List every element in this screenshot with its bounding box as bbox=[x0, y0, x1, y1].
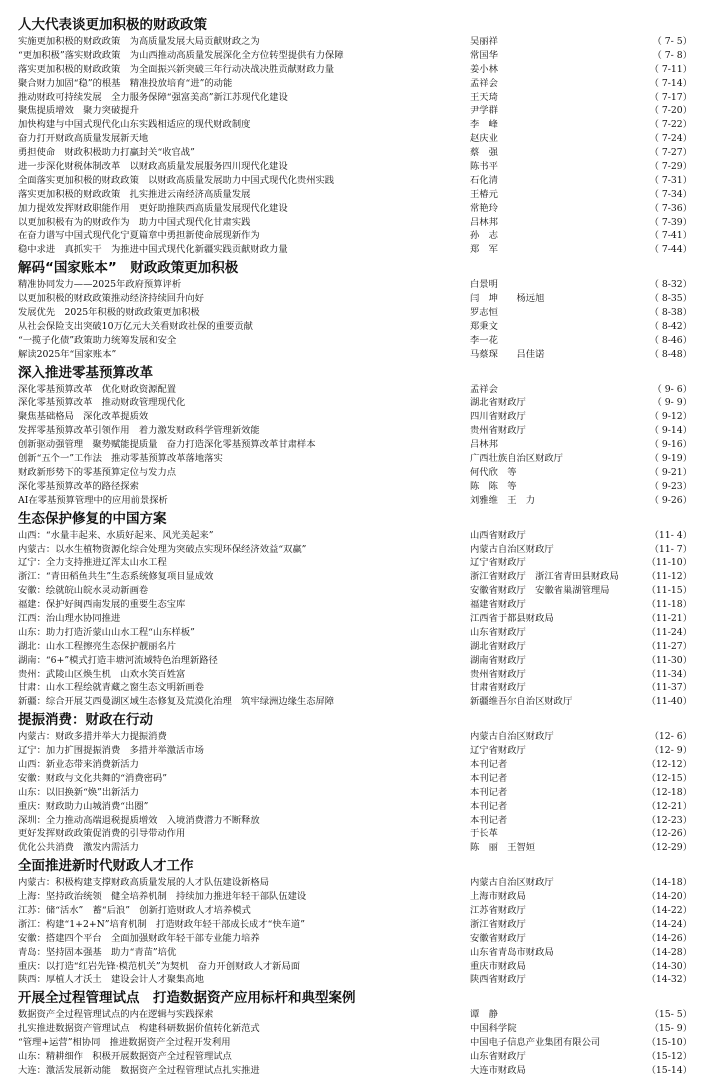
entry-title: 上海：坚持政治统领 健全培养机制 持续加力推进年轻干部队伍建设 bbox=[18, 891, 307, 903]
toc-entry[interactable] bbox=[0, 543, 706, 557]
entry-title: 陕西：厚植人才沃土 建设会计人才聚集高地 bbox=[18, 974, 204, 986]
entry-author: 石化清 bbox=[470, 174, 498, 186]
entry-author: 安徽省财政厅 安徽省巢湖管理局 bbox=[470, 585, 610, 597]
entry-title: 落实更加积极的财政政策 扎实推进云南经济高质量发展 bbox=[18, 188, 251, 200]
entry-title: 青岛：坚持固本强基 助力“青苗”培优 bbox=[18, 946, 177, 958]
toc-entry[interactable] bbox=[0, 918, 706, 932]
toc-entry[interactable] bbox=[0, 695, 706, 709]
toc-entry[interactable] bbox=[0, 973, 706, 987]
entry-author: 吴丽祥 bbox=[470, 36, 498, 47]
toc-entry[interactable] bbox=[0, 452, 706, 466]
entry-author: 郑秉文 bbox=[470, 320, 498, 332]
entry-author: 福建省财政厅 bbox=[470, 599, 526, 611]
entry-title: 落实更加积极的财政政策 为全面振兴新突破三年行动决战决胜贡献财政力量 bbox=[18, 63, 335, 75]
entry-author: 内蒙古自治区财政厅 bbox=[470, 543, 554, 555]
entry-title: 创新驱动强管理 聚势赋能提质量 奋力打造深化零基预算改革甘肃样本 bbox=[18, 439, 316, 451]
entry-author: 尹学群 bbox=[470, 105, 498, 117]
entry-title: 山西：新业态带来消费新活力 bbox=[18, 758, 139, 770]
entry-title: 发展优先 2025年积极的财政政策更加积极 bbox=[18, 307, 200, 319]
entry-page: （ 7- 5） bbox=[652, 36, 692, 47]
toc-entry[interactable] bbox=[0, 396, 706, 410]
toc-entry[interactable] bbox=[0, 243, 706, 257]
toc-entry[interactable] bbox=[0, 1008, 706, 1022]
entry-author: 浙江省财政厅 浙江省青田县财政局 bbox=[470, 571, 619, 583]
entry-title: 聚焦基础格局 深化改革提质效 bbox=[18, 411, 149, 423]
entry-title: 深化零基预算改革 优化财政资源配置 bbox=[18, 383, 177, 395]
entry-title: 深圳：全力推动高端退税提质增效 入境消费潜力不断释放 bbox=[18, 814, 260, 826]
entry-author: 安徽省财政厅 bbox=[470, 932, 526, 944]
toc-entry[interactable] bbox=[0, 612, 706, 626]
toc-entry[interactable] bbox=[0, 320, 706, 334]
entry-author: 郑 军 bbox=[470, 244, 498, 256]
entry-page: （11- 4） bbox=[649, 529, 692, 541]
toc-entry[interactable] bbox=[0, 904, 706, 918]
toc-entry[interactable] bbox=[0, 946, 706, 960]
toc-entry[interactable] bbox=[0, 132, 706, 146]
toc-entry[interactable] bbox=[0, 146, 706, 160]
entry-author: 贵州省财政厅 bbox=[470, 425, 526, 437]
toc-section bbox=[0, 711, 706, 855]
entry-author: 何代欣 等 bbox=[470, 466, 517, 478]
entry-author: 于长革 bbox=[470, 828, 498, 840]
toc-entry[interactable] bbox=[0, 118, 706, 132]
section-title: 全面推进新时代财政人才工作 bbox=[18, 858, 194, 875]
toc-section bbox=[0, 989, 706, 1077]
entry-title: 创新“五个一”工作法 推动零基预算改革落地落实 bbox=[18, 453, 223, 465]
entry-author: 湖北省财政厅 bbox=[470, 397, 526, 409]
entry-title: 优化公共消费 激发内需活力 bbox=[18, 842, 139, 854]
entry-author: 辽宁省财政厅 bbox=[470, 557, 526, 569]
toc-entry[interactable] bbox=[0, 654, 706, 668]
toc-entry[interactable] bbox=[0, 800, 706, 814]
entry-title: 安徽：绘就皖山皖水灵动新画卷 bbox=[18, 585, 149, 597]
entry-page: （ 7-14） bbox=[649, 77, 692, 89]
entry-author: 马蔡琛 吕佳诺 bbox=[470, 348, 545, 360]
toc-entry[interactable] bbox=[0, 556, 706, 570]
entry-page: （12-21） bbox=[646, 800, 692, 812]
entry-author: 王椿元 bbox=[470, 188, 498, 200]
toc-section bbox=[0, 510, 706, 710]
section-title: 解码“国家账本” 财政政策更加积极 bbox=[18, 260, 239, 277]
entry-author: 陈书平 bbox=[470, 161, 498, 173]
entry-page: （14-32） bbox=[646, 974, 692, 986]
entry-page: （ 9-19） bbox=[649, 453, 692, 465]
entry-title: 安徽：搭建四个平台 全面加强财政年轻干部专业能力培养 bbox=[18, 932, 260, 944]
section-title: 开展全过程管理试点 打造数据资产应用标杆和典型案例 bbox=[18, 990, 356, 1007]
entry-title: 精准协同发力——2025年政府预算评析 bbox=[18, 279, 182, 291]
toc-entry[interactable] bbox=[0, 772, 706, 786]
entry-title: 勇担使命 财政积极助力打赢封关“收官战” bbox=[18, 147, 195, 159]
entry-page: （11-21） bbox=[646, 612, 692, 624]
toc-entry[interactable] bbox=[0, 438, 706, 452]
entry-page: （14-28） bbox=[646, 946, 692, 958]
entry-author: 罗志恒 bbox=[470, 307, 498, 319]
entry-page: （ 9-23） bbox=[649, 480, 692, 492]
entry-page: （12- 9） bbox=[649, 745, 692, 757]
section-title: 生态保护修复的中国方案 bbox=[18, 510, 167, 527]
section-title: 人大代表谈更加积极的财政政策 bbox=[18, 17, 207, 33]
entry-page: （ 7-36） bbox=[649, 202, 692, 214]
entry-page: （ 7-31） bbox=[649, 174, 692, 186]
entry-author: 吕林邦 bbox=[470, 216, 498, 228]
entry-title: “更加积极”落实财政政策 为山西推动高质量发展深化全方位转型提供有力保障 bbox=[18, 49, 344, 61]
toc-section bbox=[0, 857, 706, 987]
toc-entry[interactable] bbox=[0, 681, 706, 695]
toc-entry[interactable] bbox=[0, 584, 706, 598]
entry-page: （11-27） bbox=[646, 640, 692, 652]
entry-title: 湖北：山水工程擦亮生态保护靓丽名片 bbox=[18, 640, 177, 652]
entry-page: （11- 7） bbox=[649, 543, 692, 555]
toc-entry[interactable] bbox=[0, 1064, 706, 1078]
toc-entry[interactable] bbox=[0, 188, 706, 202]
entry-page: （15- 5） bbox=[649, 1009, 692, 1021]
entry-page: （12-23） bbox=[646, 814, 692, 826]
entry-page: （ 8-48） bbox=[649, 348, 692, 360]
entry-author: 山东省财政厅 bbox=[470, 626, 526, 638]
entry-author: 内蒙古自治区财政厅 bbox=[470, 877, 554, 889]
entry-page: （ 7-24） bbox=[649, 133, 692, 145]
entry-author: 闫 坤 杨远旭 bbox=[470, 293, 545, 305]
entry-page: （11-12） bbox=[646, 571, 692, 583]
toc-entry[interactable] bbox=[0, 1050, 706, 1064]
entry-title: 山西：“水量丰起来、水质好起来、风光美起来” bbox=[18, 529, 214, 541]
toc-entry[interactable] bbox=[0, 49, 706, 63]
entry-title: 深化零基预算改革的路径探索 bbox=[18, 480, 139, 492]
toc-entry[interactable] bbox=[0, 1022, 706, 1036]
entry-title: 从社会保险支出突破10万亿元大关看财政社保的重要贡献 bbox=[18, 320, 253, 332]
toc-entry[interactable] bbox=[0, 786, 706, 800]
entry-author: 山东省青岛市财政局 bbox=[470, 946, 554, 958]
entry-author: 陈 丽 王智姮 bbox=[470, 842, 536, 854]
entry-title: 江苏：储“活水” 蓄“后浪” 创新打造财政人才培养模式 bbox=[18, 904, 251, 916]
toc-entry[interactable] bbox=[0, 876, 706, 890]
toc-entry[interactable] bbox=[0, 932, 706, 946]
entry-title: 贵州：武陵山区焕生机 山欢水笑百姓富 bbox=[18, 668, 186, 680]
entry-title: 浙江：“青田稻鱼共生”生态系统修复项目显成效 bbox=[18, 571, 214, 583]
entry-author: 姜小林 bbox=[470, 63, 498, 75]
toc-entry[interactable] bbox=[0, 216, 706, 230]
entry-author: 陈 陈 等 bbox=[470, 480, 517, 492]
entry-title: 以更加积极有为的财政作为 助力中国式现代化甘肃实践 bbox=[18, 216, 251, 228]
entry-page: （12-18） bbox=[646, 786, 692, 798]
entry-title: 进一步深化财税体制改革 以财政高质量发展服务四川现代化建设 bbox=[18, 161, 288, 173]
entry-page: （ 7-11） bbox=[649, 63, 692, 75]
entry-page: （14-24） bbox=[646, 918, 692, 930]
toc-entry[interactable] bbox=[0, 640, 706, 654]
entry-author: 白景明 bbox=[470, 279, 498, 291]
entry-author: 山西省财政厅 bbox=[470, 529, 526, 541]
toc-entry[interactable] bbox=[0, 626, 706, 640]
entry-title: 山东：助力打造沂蒙山山水工程“山东样板” bbox=[18, 626, 195, 638]
entry-title: 湖南：“6+”模式打造丰塘河流域特色治理新路径 bbox=[18, 654, 218, 666]
entry-title: AI在零基预算管理中的应用前景探析 bbox=[18, 494, 168, 506]
entry-author: 新疆维吾尔自治区财政厅 bbox=[470, 696, 573, 708]
entry-title: 重庆：财政助力山城消费“出圈” bbox=[18, 800, 149, 812]
toc-entry[interactable] bbox=[0, 292, 706, 306]
entry-author: 吕林邦 bbox=[470, 439, 498, 451]
entry-page: （ 9- 6） bbox=[652, 383, 692, 395]
entry-title: 加快构建与中国式现代化山东实践相适应的现代财政制度 bbox=[18, 119, 251, 131]
entry-page: （ 7-22） bbox=[649, 119, 692, 131]
entry-author: 本刊记者 bbox=[470, 758, 508, 770]
entry-title: 发挥零基预算改革引领作用 着力激发财政科学管理新效能 bbox=[18, 425, 260, 437]
entry-page: （11-18） bbox=[646, 599, 692, 611]
entry-title: 新疆：综合开展艾西曼湖区域生态修复及荒漠化治理 筑牢绿洲边缘生态屏障 bbox=[18, 696, 335, 708]
toc-entry[interactable] bbox=[0, 91, 706, 105]
toc-entry[interactable] bbox=[0, 570, 706, 584]
entry-page: （ 7-41） bbox=[649, 230, 692, 242]
entry-title: “管理+运营”相协同 推进数据资产全过程开发利用 bbox=[18, 1037, 231, 1049]
entry-page: （ 8-46） bbox=[649, 334, 692, 346]
entry-page: （ 8-32） bbox=[649, 279, 692, 291]
toc-entry[interactable] bbox=[0, 480, 706, 494]
entry-title: 财政新形势下的零基预算定位与发力点 bbox=[18, 466, 177, 478]
entry-page: （11-37） bbox=[646, 682, 692, 694]
toc-section bbox=[0, 259, 706, 361]
entry-page: （ 7-17） bbox=[649, 91, 692, 103]
entry-title: 实施更加积极的财政政策 为高质量发展大局贡献财政之为 bbox=[18, 36, 260, 47]
toc-entry[interactable] bbox=[0, 758, 706, 772]
toc-entry[interactable] bbox=[0, 229, 706, 243]
entry-page: （12-26） bbox=[646, 828, 692, 840]
entry-page: （ 7-27） bbox=[649, 147, 692, 159]
entry-page: （12-29） bbox=[646, 842, 692, 854]
toc-entry[interactable] bbox=[0, 890, 706, 904]
entry-title: 浙江：构建“1+2+N”培育机制 打造财政年轻干部成长成才“快车道” bbox=[18, 918, 305, 930]
entry-author: 浙江省财政厅 bbox=[470, 918, 526, 930]
entry-page: （12-15） bbox=[646, 772, 692, 784]
entry-title: 全面落实更加积极的财政政策 以财政高质量发展助力中国式现代化贵州实践 bbox=[18, 174, 335, 186]
entry-page: （ 8-35） bbox=[649, 293, 692, 305]
toc-entry[interactable] bbox=[0, 424, 706, 438]
toc-entry[interactable] bbox=[0, 744, 706, 758]
entry-author: 大连市财政局 bbox=[470, 1064, 526, 1076]
entry-author: 王天琦 bbox=[470, 91, 498, 103]
entry-page: （ 9-21） bbox=[649, 466, 692, 478]
entry-title: 内蒙古：以水生植物资源化综合处理为突破点实现环保经济效益“双赢” bbox=[18, 543, 307, 555]
entry-title: “一揽子化债”政策助力统筹发展和安全 bbox=[18, 334, 177, 346]
entry-title: 更好发挥财政政策促消费的引导带动作用 bbox=[18, 828, 186, 840]
entry-title: 聚焦提质增效 聚力突破提升 bbox=[18, 105, 139, 117]
entry-page: （14-22） bbox=[646, 904, 692, 916]
toc-entry[interactable] bbox=[0, 334, 706, 348]
entry-page: （11-10） bbox=[646, 557, 692, 569]
entry-page: （ 7-39） bbox=[649, 216, 692, 228]
toc-entry[interactable] bbox=[0, 383, 706, 397]
entry-author: 贵州省财政厅 bbox=[470, 668, 526, 680]
toc-entry[interactable] bbox=[0, 104, 706, 118]
entry-author: 孟祥会 bbox=[470, 383, 498, 395]
entry-author: 孙 志 bbox=[470, 230, 498, 242]
entry-page: （11-15） bbox=[646, 585, 692, 597]
entry-page: （15-14） bbox=[646, 1064, 692, 1076]
toc-entry[interactable] bbox=[0, 668, 706, 682]
entry-author: 谭 静 bbox=[470, 1009, 498, 1021]
entry-title: 安徽：财政与文化共舞的“消费密码” bbox=[18, 772, 167, 784]
entry-title: 江西：治山理水协同推进 bbox=[18, 612, 121, 624]
entry-author: 湖南省财政厅 bbox=[470, 654, 526, 666]
toc-entry[interactable] bbox=[0, 160, 706, 174]
entry-page: （ 8-38） bbox=[649, 307, 692, 319]
entry-author: 蔡 强 bbox=[470, 147, 498, 159]
entry-page: （14-20） bbox=[646, 891, 692, 903]
toc-entry[interactable] bbox=[0, 494, 706, 508]
entry-title: 奋力打开财政高质量发展新天地 bbox=[18, 133, 149, 145]
toc-entry[interactable] bbox=[0, 827, 706, 841]
entry-author: 陕西省财政厅 bbox=[470, 974, 526, 986]
toc-entry[interactable] bbox=[0, 730, 706, 744]
entry-author: 本刊记者 bbox=[470, 786, 508, 798]
toc-entry[interactable] bbox=[0, 466, 706, 480]
entry-page: （11-40） bbox=[646, 696, 692, 708]
entry-title: 扎实推进数据资产管理试点 构建科研数据价值转化新范式 bbox=[18, 1023, 260, 1035]
toc-entry[interactable] bbox=[0, 410, 706, 424]
section-title: 提振消费：财政在行动 bbox=[18, 712, 153, 729]
toc-entry[interactable] bbox=[0, 278, 706, 292]
entry-page: （14-30） bbox=[646, 960, 692, 972]
entry-title: 内蒙古：积极构建支撑财政高质量发展的人才队伍建设新格局 bbox=[18, 877, 270, 889]
entry-title: 山东：以旧换新“焕”出新活力 bbox=[18, 786, 140, 798]
toc-entry[interactable] bbox=[0, 348, 706, 362]
entry-author: 四川省财政厅 bbox=[470, 411, 526, 423]
entry-page: （ 9-26） bbox=[649, 494, 692, 506]
entry-author: 常国华 bbox=[470, 49, 498, 61]
entry-page: （11-24） bbox=[646, 626, 692, 638]
toc-entry[interactable] bbox=[0, 202, 706, 216]
entry-title: 加力提效发挥财政职能作用 更好助推陕西高质量发展现代化建设 bbox=[18, 202, 288, 214]
toc-entry[interactable] bbox=[0, 598, 706, 612]
entry-page: （12-12） bbox=[646, 758, 692, 770]
entry-title: 深化零基预算改革 推动财政管理现代化 bbox=[18, 397, 186, 409]
entry-title: 辽宁：加力扩围提振消费 多措并举激活市场 bbox=[18, 745, 204, 757]
entry-page: （ 9-12） bbox=[649, 411, 692, 423]
entry-author: 赵庆业 bbox=[470, 133, 498, 145]
entry-author: 江苏省财政厅 bbox=[470, 904, 526, 916]
entry-title: 辽宁：全力支持推进辽浑太山水工程 bbox=[18, 557, 167, 569]
entry-author: 本刊记者 bbox=[470, 800, 508, 812]
entry-title: 山东：精耕细作 积极开展数据资产全过程管理试点 bbox=[18, 1051, 232, 1062]
entry-author: 李一花 bbox=[470, 334, 498, 346]
entry-author: 上海市财政局 bbox=[470, 891, 526, 903]
entry-page: （11-34） bbox=[646, 668, 692, 680]
entry-title: 数据资产全过程管理试点的内在逻辑与实践探索 bbox=[18, 1009, 214, 1021]
entry-title: 以更加积极的财政政策推动经济持续回升向好 bbox=[18, 293, 204, 305]
entry-page: （14-26） bbox=[646, 932, 692, 944]
toc-entry[interactable] bbox=[0, 841, 706, 855]
entry-author: 本刊记者 bbox=[470, 814, 508, 826]
entry-page: （11-30） bbox=[646, 654, 692, 666]
entry-title: 聚合财力加固“稳”的根基 精准投放培育“进”的动能 bbox=[18, 77, 233, 89]
entry-author: 辽宁省财政厅 bbox=[470, 745, 526, 757]
entry-author: 本刊记者 bbox=[470, 772, 508, 784]
entry-author: 江西省于都县财政局 bbox=[470, 612, 554, 624]
entry-page: （ 7-44） bbox=[649, 244, 692, 256]
entry-author: 孟祥会 bbox=[470, 77, 498, 89]
toc-entry[interactable] bbox=[0, 174, 706, 188]
toc-entry[interactable] bbox=[0, 529, 706, 543]
entry-page: （15-10） bbox=[646, 1037, 692, 1049]
entry-page: （ 7-20） bbox=[649, 105, 692, 117]
entry-author: 刘雅维 王 力 bbox=[470, 494, 536, 506]
entry-author: 广西壮族自治区财政厅 bbox=[470, 453, 563, 465]
section-title: 深入推进零基预算改革 bbox=[18, 364, 153, 381]
entry-title: 大连：激活发展新动能 数据资产全过程管理试点扎实推进 bbox=[18, 1064, 260, 1076]
entry-title: 甘肃：山水工程绘就青藏之窗生态文明新画卷 bbox=[18, 682, 204, 694]
entry-author: 湖北省财政厅 bbox=[470, 640, 526, 652]
entry-page: （15-12） bbox=[646, 1051, 692, 1062]
toc-section bbox=[0, 16, 706, 257]
toc-entry[interactable] bbox=[0, 306, 706, 320]
entry-title: 解读2025年“国家账本” bbox=[18, 348, 117, 360]
entry-author: 甘肃省财政厅 bbox=[470, 682, 526, 694]
entry-author: 山东省财政厅 bbox=[470, 1051, 526, 1062]
entry-author: 内蒙古自治区财政厅 bbox=[470, 731, 554, 743]
entry-author: 李 峰 bbox=[470, 119, 498, 131]
entry-page: （ 9-16） bbox=[649, 439, 692, 451]
entry-author: 中国科学院 bbox=[470, 1023, 517, 1035]
entry-page: （ 8-42） bbox=[649, 320, 692, 332]
toc-entry[interactable] bbox=[0, 814, 706, 828]
entry-author: 常艳玲 bbox=[470, 202, 498, 214]
entry-author: 重庆市财政局 bbox=[470, 960, 526, 972]
toc-entry[interactable] bbox=[0, 63, 706, 77]
entry-page: （ 7-29） bbox=[649, 161, 692, 173]
entry-page: （ 9- 9） bbox=[652, 397, 692, 409]
toc-entry[interactable] bbox=[0, 35, 706, 49]
toc-entry[interactable] bbox=[0, 960, 706, 974]
entry-page: （ 9-14） bbox=[649, 425, 692, 437]
toc-entry[interactable] bbox=[0, 77, 706, 91]
entry-title: 重庆：以打造“红岩先锋·模范机关”为契机 奋力开创财政人才新局面 bbox=[18, 960, 301, 972]
entry-page: （12- 6） bbox=[649, 731, 692, 743]
entry-title: 稳中求进 真抓实干 为推进中国式现代化新疆实践贡献财政力量 bbox=[18, 244, 288, 256]
entry-page: （ 7- 8） bbox=[652, 49, 692, 61]
entry-page: （15- 9） bbox=[649, 1023, 692, 1035]
entry-page: （ 7-34） bbox=[649, 188, 692, 200]
entry-title: 内蒙古：财政多措并举大力提振消费 bbox=[18, 731, 167, 743]
entry-author: 中国电子信息产业集团有限公司 bbox=[470, 1037, 601, 1049]
entry-title: 在奋力谱写中国式现代化宁夏篇章中勇担新使命展现新作为 bbox=[18, 230, 260, 242]
entry-title: 福建：保护好闽西南发展的重要生态宝库 bbox=[18, 599, 186, 611]
entry-page: （14-18） bbox=[646, 877, 692, 889]
toc-section bbox=[0, 364, 706, 508]
toc-entry[interactable] bbox=[0, 1036, 706, 1050]
entry-title: 推动财政可持续发展 全力服务保障“强富美高”新江苏现代化建设 bbox=[18, 91, 288, 103]
